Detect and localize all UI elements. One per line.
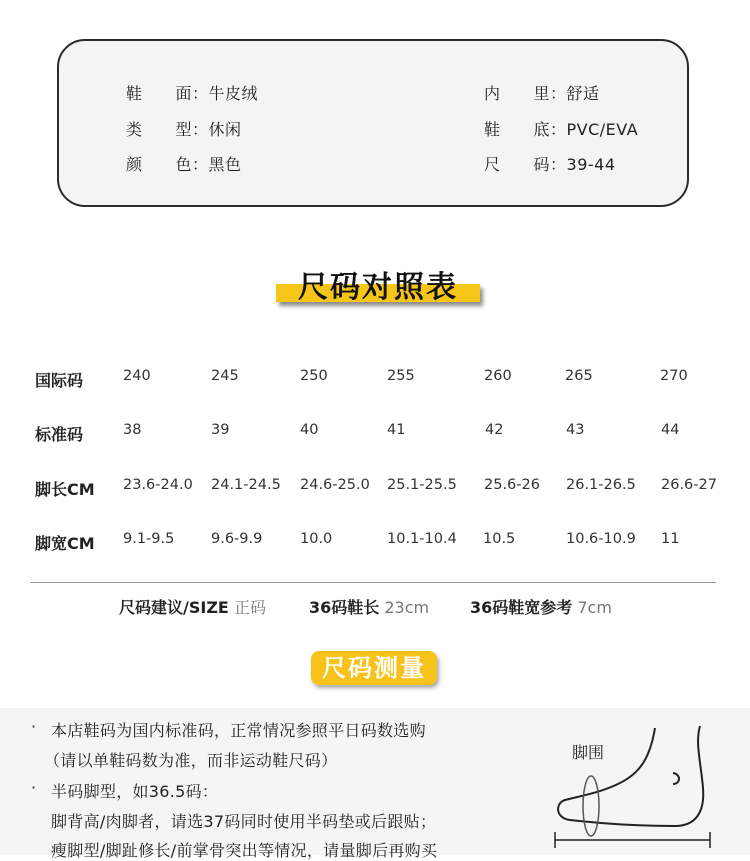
table-cell: 9.1-9.5	[123, 531, 175, 547]
table-cell: 39	[211, 422, 230, 438]
foot-girth-label: 脚围	[572, 743, 605, 762]
table-cell: 10.6-10.9	[566, 531, 636, 547]
spec-type: 类 型：休闲	[126, 120, 242, 139]
table-row	[0, 422, 750, 452]
row-header: 脚长CM	[35, 480, 95, 499]
table-cell: 43	[566, 422, 585, 438]
table-cell: 26.6-27	[661, 477, 717, 493]
size-chart-title	[276, 262, 480, 306]
table-cell: 250	[300, 368, 328, 384]
row-header: 国际码	[35, 371, 84, 390]
table-cell: 38	[123, 422, 142, 438]
table-cell: 11	[661, 531, 680, 547]
bullet-text: 半码脚型，如36.5码：	[51, 782, 219, 801]
foot-diagram-icon	[545, 718, 725, 855]
spec-lining: 内 里：舒适	[484, 84, 600, 103]
bullet-text: 脚背高/肉脚者，请选37码同时使用半码垫或后跟贴；	[51, 812, 437, 831]
table-row	[0, 531, 750, 561]
table-row	[0, 477, 750, 507]
bullet-icon: ·	[31, 717, 37, 736]
table-cell: 245	[211, 368, 239, 384]
table-cell: 24.6-25.0	[300, 477, 370, 493]
shoe-length-note: 36码鞋长 23cm	[309, 598, 430, 617]
table-cell: 9.6-9.9	[211, 531, 263, 547]
table-cell: 270	[660, 368, 688, 384]
table-cell: 42	[485, 422, 504, 438]
title-text: 尺码对照表	[298, 270, 458, 305]
row-header: 脚宽CM	[35, 534, 95, 553]
table-cell: 255	[387, 368, 415, 384]
bullet-text: 瘦脚型/脚趾修长/前掌骨突出等情况，请量脚后再购买	[51, 841, 438, 860]
table-cell: 10.0	[300, 531, 333, 547]
table-cell: 25.6-26	[484, 477, 540, 493]
table-cell: 23.6-24.0	[123, 477, 193, 493]
spec-sole: 鞋 底：PVC/EVA	[484, 120, 639, 139]
divider	[30, 582, 716, 583]
bullet-icon: ·	[31, 778, 37, 797]
bullet-text: 本店鞋码为国内标准码，正常情况参照平日码数选购	[51, 721, 426, 740]
spec-size: 尺 码：39-44	[484, 155, 616, 174]
bullet-text: （请以单鞋码数为准，而非运动鞋尺码）	[44, 751, 338, 770]
table-cell: 265	[565, 368, 593, 384]
table-cell: 44	[661, 422, 680, 438]
table-cell: 260	[484, 368, 512, 384]
table-cell: 26.1-26.5	[566, 477, 636, 493]
size-measure-badge: 尺码测量	[311, 651, 437, 685]
table-cell: 41	[387, 422, 406, 438]
table-cell: 25.1-25.5	[387, 477, 457, 493]
spec-color: 颜 色：黑色	[126, 155, 242, 174]
shoe-width-note: 36码鞋宽参考 7cm	[470, 598, 612, 617]
table-cell: 240	[123, 368, 151, 384]
spec-card	[57, 39, 689, 207]
table-cell: 10.1-10.4	[387, 531, 457, 547]
size-advice: 尺码建议/SIZE 正码	[119, 598, 266, 617]
row-header: 标准码	[35, 425, 84, 444]
spec-upper: 鞋 面：牛皮绒	[126, 84, 259, 103]
table-cell: 40	[300, 422, 319, 438]
table-row	[0, 368, 750, 398]
table-cell: 24.1-24.5	[211, 477, 281, 493]
table-cell: 10.5	[483, 531, 516, 547]
